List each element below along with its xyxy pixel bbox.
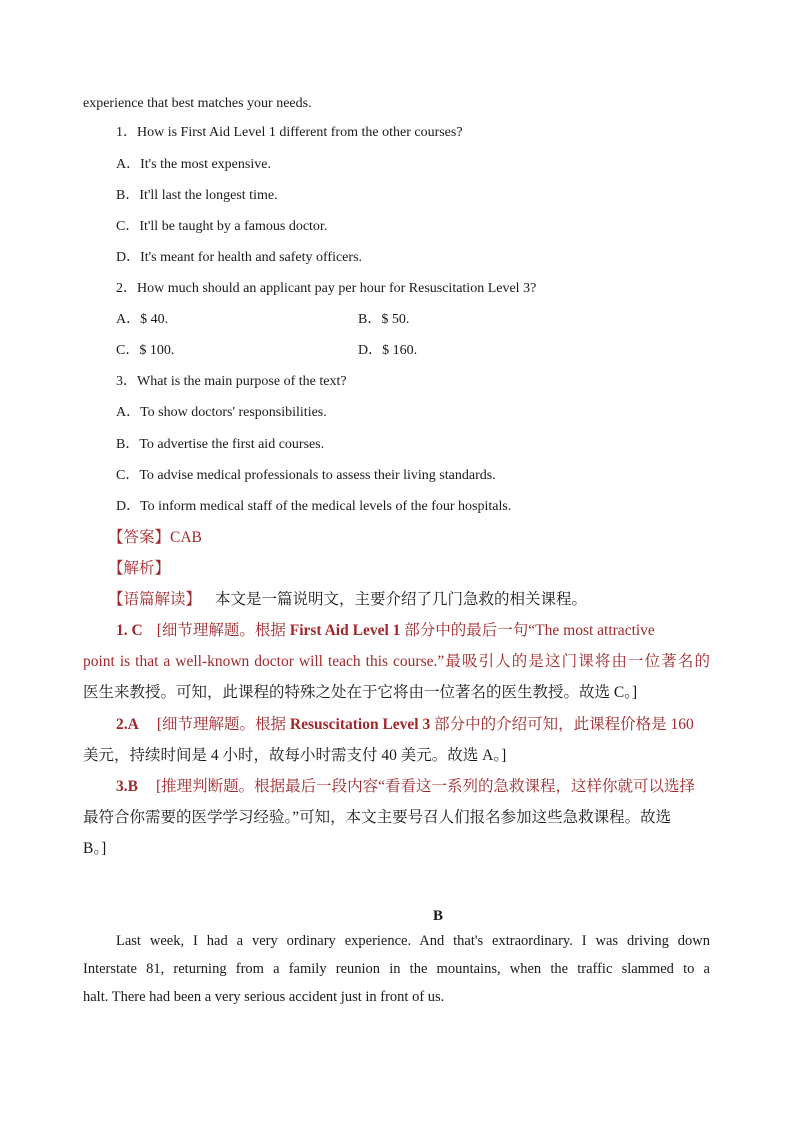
- analysis-item-3-line-1: 3.B [推理判断题。根据最后一段内容“看看这一系列的急救课程，这样你就可以选择: [116, 778, 696, 795]
- analysis-item-3-line-2: 最符合你需要的医学学习经验。”可知，本文主要号召人们报名参加这些急救课程。故选: [83, 809, 672, 826]
- question-1-option-d: D．It's meant for health and safety officers.: [116, 250, 363, 265]
- analysis-label: 【解析】: [108, 560, 171, 577]
- analysis-item-1-line-1: 1. C [细节理解题。根据 First Aid Level 1 部分中的最后一句“The most attractive: [116, 622, 655, 639]
- analysis-item-1-number: 1. C: [116, 622, 143, 639]
- analysis-item-3-number: 3.B: [116, 778, 138, 795]
- section-b-heading: B: [433, 908, 444, 924]
- answer-label: 【答案】: [108, 529, 171, 546]
- analysis-item-1-line-2: point is that a well-known doctor will teach this course.”最吸引人的是这门课将由一位著名的: [83, 653, 710, 670]
- question-2-option-b: B．$ 50.: [358, 312, 410, 327]
- section-b-line-1: Last week, I had a very ordinary experience. And that's extraordinary. I was driving down: [116, 933, 710, 949]
- question-3-option-a: A．To show doctors' responsibilities.: [116, 405, 327, 420]
- question-1-stem: 1．How is First Aid Level 1 different from the other courses?: [116, 125, 463, 140]
- analysis-item-2-line-1: 2.A [细节理解题。根据 Resuscitation Level 3 部分中的介绍可知，此课程价格是 160: [116, 716, 694, 733]
- analysis-item-1-line-3: 医生来教授。可知，此课程的特殊之处在于它将由一位著名的医生教授。故选 C。]: [83, 684, 638, 701]
- reading-text: 本文是一篇说明文，主要介绍了几门急救的相关课程。: [215, 591, 588, 608]
- question-3-option-d: D．To inform medical staff of the medical levels of the four hospitals.: [116, 499, 512, 514]
- question-3-option-b: B．To advertise the first aid courses.: [116, 437, 325, 452]
- question-3-option-c: C．To advise medical professionals to assess their living standards.: [116, 468, 496, 483]
- analysis-item-2-line-2: 美元，持续时间是 4 小时，故每小时需支付 40 美元。故选 A。]: [83, 747, 507, 764]
- question-2-option-d: D．$ 160.: [358, 343, 418, 358]
- question-2-option-c: C．$ 100.: [116, 343, 175, 358]
- question-1-option-a: A．It's the most expensive.: [116, 157, 271, 172]
- question-1-option-b: B．It'll last the longest time.: [116, 188, 278, 203]
- answer-line: [108, 527, 202, 549]
- passage-tail: experience that best matches your needs.: [83, 96, 312, 111]
- reading-summary: [108, 589, 587, 611]
- analysis-item-3-line-3: B。]: [83, 840, 107, 857]
- section-b-line-2: Interstate 81, returning from a family reunion in the mountains, when the traffic slammed to a: [83, 961, 710, 977]
- question-2-stem: 2．How much should an applicant pay per hour for Resuscitation Level 3?: [116, 281, 537, 296]
- analysis-item-2-number: 2.A: [116, 716, 139, 733]
- question-3-stem: 3．What is the main purpose of the text?: [116, 374, 347, 389]
- question-2-option-a: A．$ 40.: [116, 312, 169, 327]
- question-1-option-c: C．It'll be taught by a famous doctor.: [116, 219, 328, 234]
- reading-label: 【语篇解读】: [108, 591, 202, 608]
- answer-value: CAB: [170, 529, 202, 546]
- section-b-line-3: halt. There had been a very serious accident just in front of us.: [83, 989, 445, 1005]
